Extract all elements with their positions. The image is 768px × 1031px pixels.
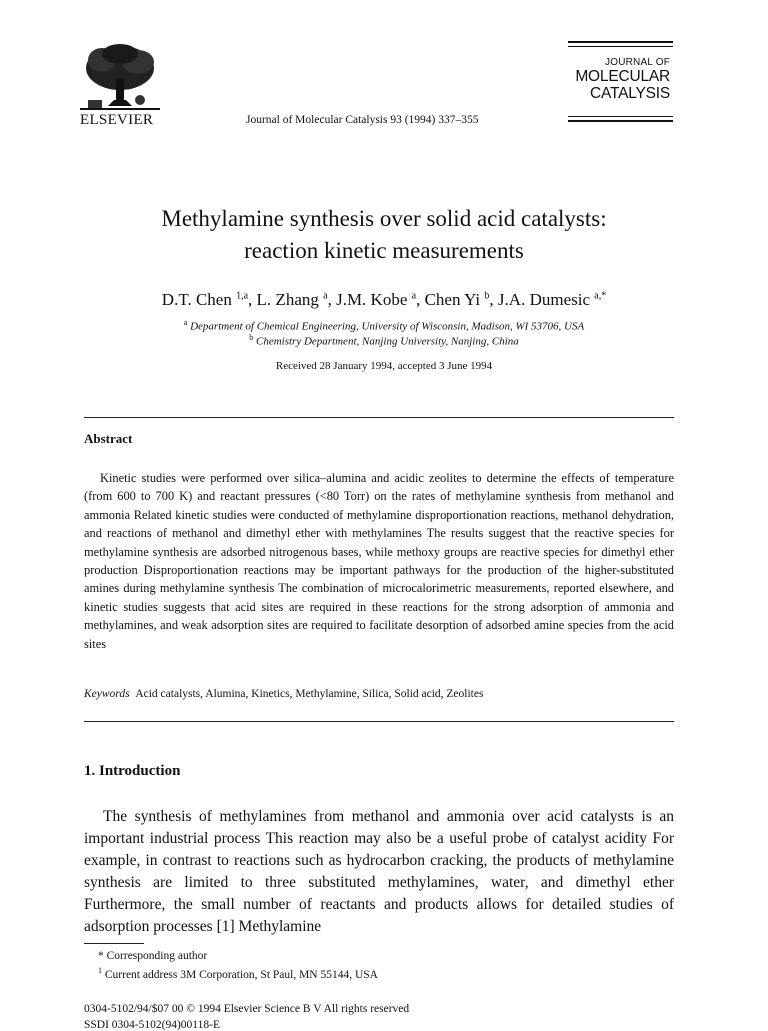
keywords-label: Keywords [84,688,130,700]
journal-name-line1: JOURNAL OF [605,57,670,68]
author-affiliation-mark: a [411,290,417,302]
affiliation-text: Department of Chemical Engineering, University of Wisconsin, Madison, WI 53706, USA [190,320,585,333]
footnote-text: Corresponding author [106,950,208,962]
divider-bottom [84,721,674,722]
keywords [84,688,674,700]
title-line-2: reaction kinetic measurements [244,238,524,263]
author-list [0,290,768,310]
footnote-text: Current address 3M Corporation, St Paul, MN 55144, USA [104,968,378,981]
affiliation-a [0,318,768,333]
received-dates: Received 28 January 1994, accepted 3 June 1994 [275,360,493,372]
author-name: Chen Yi [424,290,481,309]
title-line-1: Methylamine synthesis over solid acid catalysts: [161,206,607,231]
abstract-body: Kinetic studies were performed over silica–alumina and acidic zeolites to determine the effects of temperature (from 600 to 700 K) and reactant pressures (<80 Torr) on the rates of methylamine synthesis from methanol and ammonia Related kinetic studies were conducted of methylamine disproportionation reactions, methanol dehydration, and reactions of methanol and dimethyl ether with methylamines The results suggest that the reactive species for methylamine synthesis are adsorbed nitrogenous bases, while methoxy groups are reactive species for dimethyl ether production Disproportionation reactions may be important pathways for the production of the higher-substituted amines during methylamine synthesis The combination of microcalorimetric measurements, reported elsewhere, and kinetic studies suggests that acid sites are required in these reactions for the strong adsorption of ammonia and methylamines, and weak adsorption sites are required to facilitate desorption of adsorbed amine species from the acid sites [84,471,674,651]
journal-name [568,58,670,101]
journal-rule-top-thin [568,46,673,47]
keywords-list: Acid catalysts, Alumina, Kinetics, Methylamine, Silica, Solid acid, Zeolites [135,688,484,700]
affiliation-mark: b [249,333,254,342]
article-title [0,203,768,267]
footnote-corresponding [98,950,207,962]
author-affiliation-mark: a [323,290,328,302]
journal-rule-bottom [568,120,673,122]
author-name: D.T. Chen [161,290,232,309]
author-separator: , [416,290,425,309]
journal-name-line3: CATALYSIS [589,84,670,102]
journal-name-line2: MOLECULAR [575,68,670,85]
ssdi-line: SSDI 0304-5102(94)00118-E [84,1019,220,1031]
author-separator: , [248,290,257,309]
section-heading-introduction: 1. Introduction [84,763,181,779]
journal-rule-bottom-thin [568,116,673,117]
copyright-line: 0304-5102/94/$07 00 © 1994 Elsevier Science B V All rights reserved [84,1003,410,1015]
footnote-mark: 1 [98,966,102,975]
introduction-body: The synthesis of methylamines from methanol and ammonia over acid catalysts is an important industrial process This reaction may also be a useful probe of catalyst acidity For example, in contrast to reactions such as hydrocarbon cracking, the products of methylamine synthesis are limited to three substituted methylamines, water, and dimethyl ether Furthermore, the small number of reactants and products allows for detailed studies of adsorption processes [1] Methylamine [84,808,674,935]
elsevier-tree-icon [80,40,160,112]
journal-rule-top [568,41,673,43]
author-affiliation-mark: a,* [594,290,607,302]
publisher-name: ELSEVIER [80,112,154,128]
author-separator: , [489,290,498,309]
author-affiliation-mark: b [484,290,490,302]
author-affiliation-mark: 1,a [236,290,249,302]
footnote-mark: * [98,950,104,962]
affiliation-b [0,333,768,348]
author-name: J.M. Kobe [336,290,408,309]
footnote-rule [84,943,144,944]
abstract-heading: Abstract [84,431,133,446]
journal-citation: Journal of Molecular Catalysis 93 (1994) 337–355 [246,114,479,126]
author-separator: , [327,290,337,309]
author-name: L. Zhang [256,290,319,309]
affiliation-mark: a [183,318,188,327]
footnote-address [98,966,378,981]
divider-top [84,417,674,418]
author-name: J.A. Dumesic [497,290,590,309]
affiliation-text: Chemistry Department, Nanjing University, Nanjing, China [255,335,519,348]
